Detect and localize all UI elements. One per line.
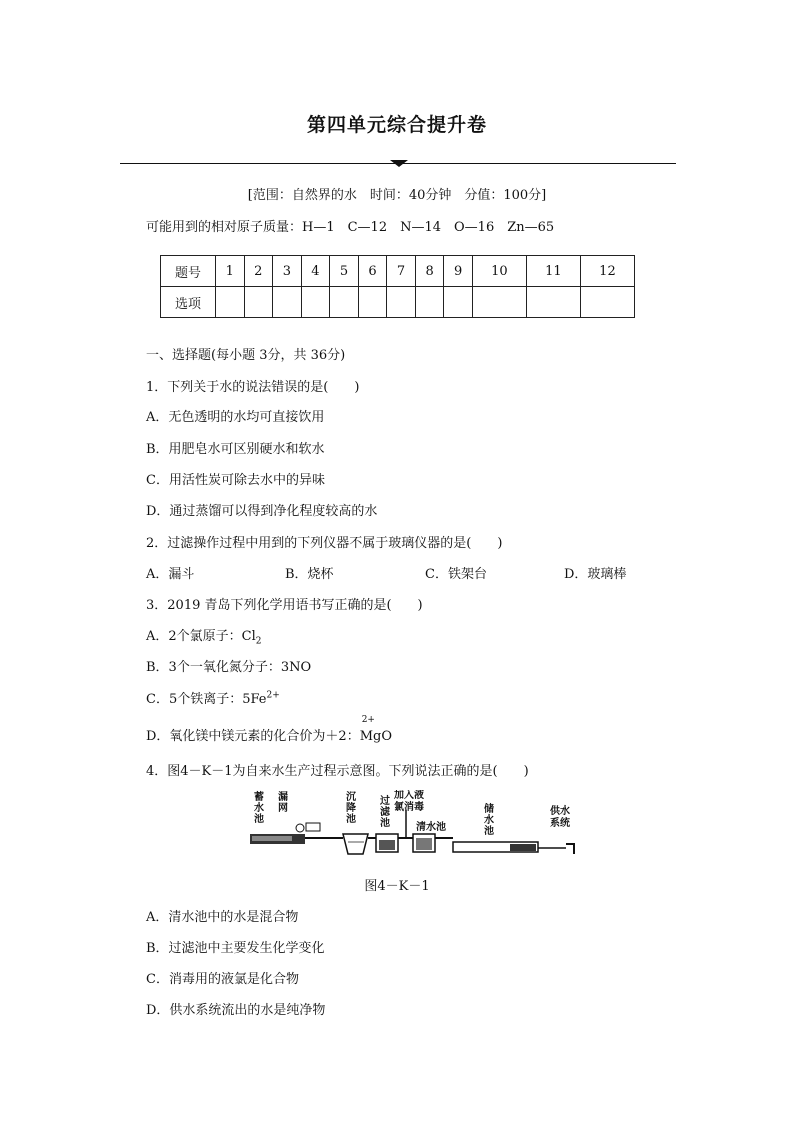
answer-cell[interactable] xyxy=(415,287,444,318)
answer-table-number: 8 xyxy=(415,256,444,287)
question-stem-4: 4．图4－K－1为自来水生产过程示意图。下列说法正确的是( ) xyxy=(146,764,529,779)
label-reservoir-3: 池 xyxy=(254,814,264,825)
formula-cl: Cl xyxy=(241,629,256,644)
formula-fe: 5Fe xyxy=(242,692,267,707)
answer-table-number: 10 xyxy=(472,256,526,287)
exam-meta: [范围：自然界的水 时间：40分钟 分值：100分] xyxy=(247,188,547,203)
answer-table-number: 5 xyxy=(330,256,359,287)
answer-cell[interactable] xyxy=(244,287,273,318)
option-2b: B．烧杯 xyxy=(285,567,334,582)
label-settling-2: 降 xyxy=(346,803,356,814)
option-3d-text: D．氧化镁中镁元素的化合价为＋2： xyxy=(146,729,360,744)
option-3c-text: C．5个铁离子： xyxy=(146,692,243,707)
option-2a: A．漏斗 xyxy=(146,567,195,582)
answer-table-number-row xyxy=(161,256,635,287)
label-supply-2: 系统 xyxy=(550,818,570,829)
answer-cell[interactable] xyxy=(330,287,359,318)
question-stem-3: 3．2019 青岛下列化学用语书写正确的是( ) xyxy=(146,598,423,613)
answer-cell[interactable] xyxy=(216,287,245,318)
option-1d: D．通过蒸馏可以得到净化程度较高的水 xyxy=(146,504,378,519)
settling-pool-shape xyxy=(343,834,368,854)
option-3a-text: A．2个氯原子： xyxy=(146,629,242,644)
label-reservoir-2: 水 xyxy=(254,803,264,814)
answer-table-option-row xyxy=(161,287,635,318)
valve-icon xyxy=(296,824,304,832)
label-chlorine-1: 加入液 xyxy=(394,790,424,801)
option-4d: D．供水系统流出的水是纯净物 xyxy=(146,1003,326,1018)
label-storage-3: 池 xyxy=(484,826,494,837)
label-valve-1: 漏 xyxy=(278,792,288,803)
option-2c: C．铁架台 xyxy=(425,567,487,582)
formula-fe-charge: 2+ xyxy=(266,690,280,701)
answer-cell[interactable] xyxy=(580,287,634,318)
answer-table-number: 7 xyxy=(387,256,416,287)
label-filter-3: 池 xyxy=(380,818,390,829)
pump-icon xyxy=(306,823,320,831)
atomic-masses: 可能用到的相对原子质量：H—1 C—12 N—14 O—16 Zn—65 xyxy=(146,220,555,235)
answer-table-number: 1 xyxy=(216,256,245,287)
figure-caption: 图4－K－1 xyxy=(364,879,430,894)
option-3b: B．3个一氧化氮分子：3NO xyxy=(146,660,312,675)
answer-table-number: 3 xyxy=(273,256,302,287)
tap-icon xyxy=(566,844,574,854)
formula-mgo-text: MgO xyxy=(359,729,392,744)
label-chlorine-2: 氯消毒 xyxy=(394,802,424,813)
answer-table-number: 2 xyxy=(244,256,273,287)
section-heading: 一、选择题(每小题 3分，共 36分) xyxy=(146,348,346,363)
answer-cell[interactable] xyxy=(444,287,473,318)
formula-cl-subscript: 2 xyxy=(255,636,262,647)
answer-table-number-label: 题号 xyxy=(161,256,216,287)
answer-cell[interactable] xyxy=(273,287,302,318)
answer-table-number: 9 xyxy=(444,256,473,287)
option-1a: A．无色透明的水均可直接饮用 xyxy=(146,410,325,425)
label-filter-1: 过 xyxy=(380,796,390,807)
answer-cell[interactable] xyxy=(301,287,330,318)
option-4b: B．过滤池中主要发生化学变化 xyxy=(146,941,325,956)
answer-cell[interactable] xyxy=(472,287,526,318)
option-1c: C．用活性炭可除去水中的异味 xyxy=(146,473,325,488)
answer-table-number: 6 xyxy=(358,256,387,287)
label-storage-1: 储 xyxy=(484,804,494,815)
option-3c xyxy=(146,688,280,707)
question-stem-2: 2．过滤操作过程中用到的下列仪器不属于玻璃仪器的是( ) xyxy=(146,536,503,551)
option-4c: C．消毒用的液氯是化合物 xyxy=(146,972,299,987)
label-storage-2: 水 xyxy=(484,815,494,826)
option-4a: A．清水池中的水是混合物 xyxy=(146,910,299,925)
label-filter-2: 滤 xyxy=(380,807,390,818)
answer-cell[interactable] xyxy=(526,287,580,318)
formula-mgo-valence: 2+ xyxy=(361,715,375,725)
page-title: 第四单元综合提升卷 xyxy=(306,114,487,136)
answer-table-number: 4 xyxy=(301,256,330,287)
label-settling-1: 沉 xyxy=(346,792,356,803)
option-3a xyxy=(146,625,262,647)
label-clean-pool: 清水池 xyxy=(416,822,446,833)
water-treatment-diagram xyxy=(248,790,580,862)
answer-table xyxy=(160,255,635,318)
option-1b: B．用肥皂水可区别硬水和软水 xyxy=(146,442,325,457)
label-settling-3: 池 xyxy=(346,814,356,825)
answer-table-number: 12 xyxy=(580,256,634,287)
label-reservoir-1: 蓄 xyxy=(254,792,264,803)
answer-table-option-label: 选项 xyxy=(161,287,216,318)
label-valve-2: 网 xyxy=(278,803,288,814)
answer-table-number: 11 xyxy=(526,256,580,287)
answer-cell[interactable] xyxy=(358,287,387,318)
answer-cell[interactable] xyxy=(387,287,416,318)
label-supply-1: 供水 xyxy=(550,806,570,817)
option-3d xyxy=(146,715,392,744)
option-2d: D．玻璃棒 xyxy=(564,567,627,582)
formula-mgo xyxy=(359,715,392,744)
question-stem-1: 1．下列关于水的说法错误的是( ) xyxy=(146,380,360,395)
